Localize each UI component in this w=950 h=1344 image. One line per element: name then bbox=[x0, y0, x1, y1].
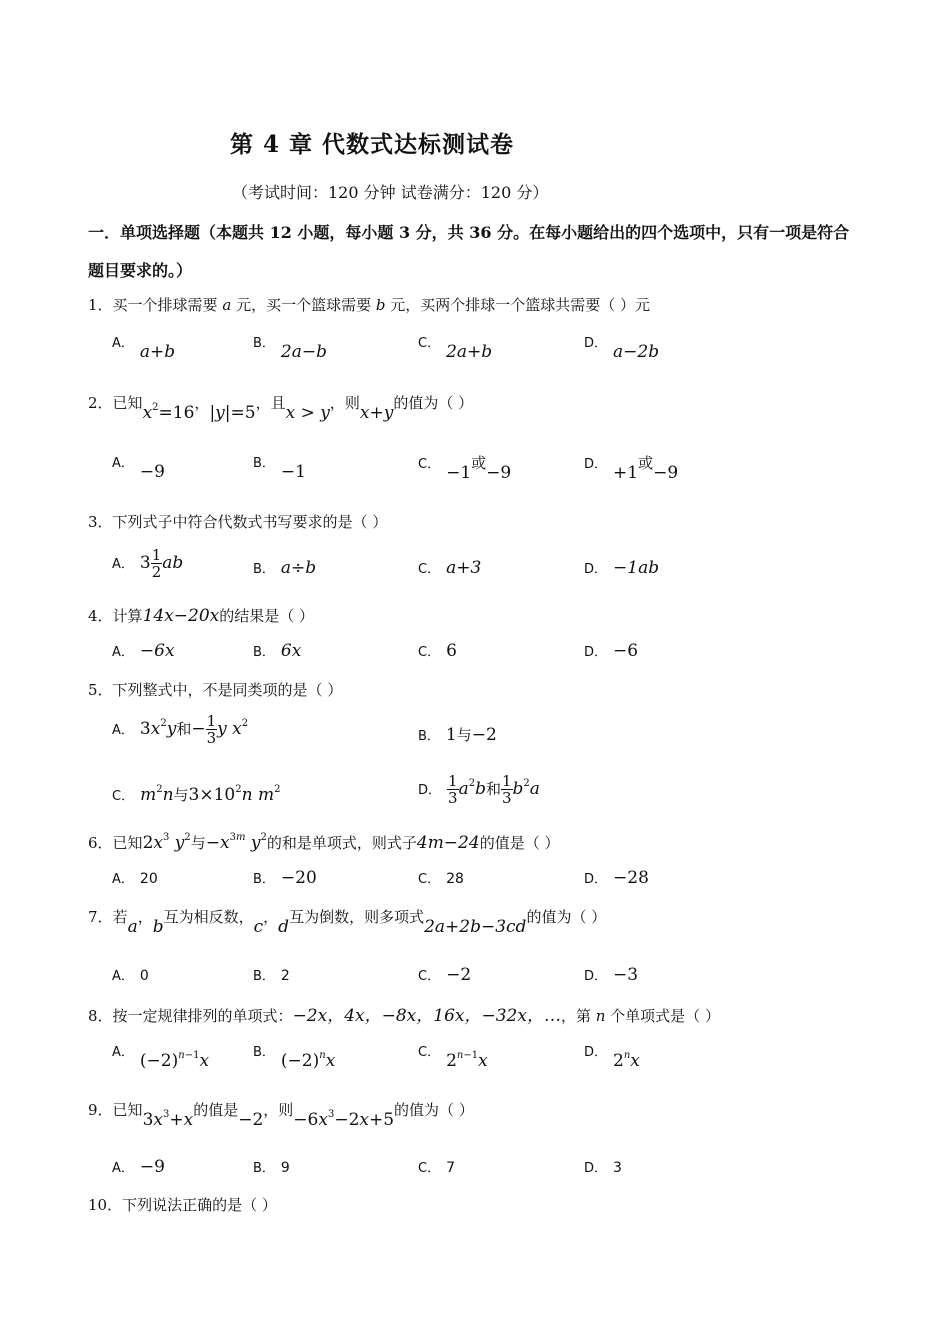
q8-option-d[interactable]: D． 2$^n$x bbox=[584, 1045, 640, 1071]
q9-option-c[interactable]: C． 7 bbox=[418, 1160, 455, 1176]
q8-option-c[interactable]: C． $2^{n-1}x$ bbox=[418, 1045, 488, 1071]
q2-expr: x+y bbox=[359, 403, 394, 423]
question-9: 9．已知$3x^3+x$的值是−2，则$-6x^3-2x+5$的值为（ ） bbox=[88, 1101, 474, 1130]
q3-option-b[interactable]: B． a÷b bbox=[253, 558, 317, 578]
q2-condition-x-gt-y: x > y bbox=[285, 403, 330, 423]
q9-option-b[interactable]: B． 9 bbox=[253, 1160, 290, 1176]
q7-option-c[interactable]: C． −2 bbox=[418, 965, 472, 985]
q2-condition-x2: $x^2=16$ bbox=[142, 402, 195, 423]
section-heading-line2: 题目要求的。） bbox=[88, 261, 193, 280]
q3-option-d[interactable]: D． −1ab bbox=[584, 558, 660, 578]
q1-option-b[interactable]: B． 2a−b bbox=[253, 336, 327, 362]
question-8: 8．按一定规律排列的单项式：−2x，4x，−8x，16x，−32x，…，第 n 个单项式是（ ） bbox=[88, 1006, 720, 1026]
question-5: 5．下列整式中，不是同类项的是（ ） bbox=[88, 681, 343, 699]
q6-option-c[interactable]: C． 28 bbox=[418, 871, 464, 887]
question-2: 2．已知$x^2=16$，|y|=5，且x > y，则x+y的值为（ ） bbox=[88, 394, 474, 423]
q5-option-c[interactable]: C． $m^2n$与$3\times 10^2n$ $m^2$ bbox=[112, 784, 281, 805]
q1-option-d[interactable]: D． a−2b bbox=[584, 336, 660, 362]
section-heading-line1: 一．单项选择题（本题共 12 小题，每小题 3 分，共 36 分。在每小题给出的四个选项中，只有一项是符合 bbox=[88, 223, 850, 242]
q2-option-d[interactable]: D． +1或−9 bbox=[584, 454, 679, 483]
q5-option-d[interactable]: D． $\frac{1}{3}$ $a^2b$和 $\frac{1}{3}$ $b^2a$ bbox=[418, 772, 540, 807]
q3-option-c[interactable]: C． a+3 bbox=[418, 558, 482, 578]
q6-option-a[interactable]: A． 20 bbox=[112, 871, 158, 887]
q4-option-c[interactable]: C． 6 bbox=[418, 641, 457, 661]
page-title: 第 4 章 代数式达标测试卷 bbox=[230, 131, 515, 158]
q7-option-d[interactable]: D． −3 bbox=[584, 965, 639, 985]
q5-option-a[interactable]: A． $3x^2y$和− $\frac{1}{3}$ y $x^2$ bbox=[112, 712, 249, 747]
q7-option-a[interactable]: A． 0 bbox=[112, 968, 149, 984]
q1-option-c[interactable]: C． 2a+b bbox=[418, 336, 493, 362]
q1-option-a[interactable]: A． a+b bbox=[112, 336, 176, 362]
q2-option-a[interactable]: A． −9 bbox=[112, 456, 165, 482]
question-6: 6．已知$2x^3$ $y^2$与$-x^{3m}$ $y^2$的和是单项式，则式子4m−24的值是（ ） bbox=[88, 832, 560, 853]
q4-option-b[interactable]: B． 6x bbox=[253, 641, 302, 661]
q9-option-d[interactable]: D． 3 bbox=[584, 1160, 622, 1176]
q3-option-a[interactable]: A． 3 $\frac{1}{2}$ ab bbox=[112, 546, 184, 581]
question-1: 1．买一个排球需要 a 元，买一个篮球需要 b 元，买两个排球一个篮球共需要（ ）元 bbox=[88, 296, 650, 314]
q4-option-d[interactable]: D． −6 bbox=[584, 641, 639, 661]
q9-option-a[interactable]: A． −9 bbox=[112, 1157, 165, 1177]
q8-option-a[interactable]: A． $(-2)^{n-1}x$ bbox=[112, 1045, 210, 1071]
q6-option-d[interactable]: D． −28 bbox=[584, 868, 649, 888]
q4-option-a[interactable]: A． −6x bbox=[112, 641, 175, 661]
q7-option-b[interactable]: B． 2 bbox=[253, 968, 290, 984]
q2-option-b[interactable]: B． −1 bbox=[253, 456, 306, 482]
q2-option-c[interactable]: C． −1或−9 bbox=[418, 454, 512, 483]
question-4: 4．计算14x−20x的结果是（ ） bbox=[88, 606, 315, 626]
question-10: 10．下列说法正确的是（ ） bbox=[88, 1196, 277, 1214]
q8-option-b[interactable]: B． $(-2)^nx$ bbox=[253, 1045, 336, 1071]
question-7: 7．若a，b互为相反数，c，d互为倒数，则多项式2a+2b−3cd的值为（ ） bbox=[88, 908, 607, 937]
q5-option-b[interactable]: B． 1与−2 bbox=[418, 725, 497, 745]
question-3: 3．下列式子中符合代数式书写要求的是（ ） bbox=[88, 513, 388, 531]
q6-option-b[interactable]: B． −20 bbox=[253, 868, 317, 888]
q2-condition-abs-y: |y|=5 bbox=[209, 403, 256, 423]
exam-info: （考试时间：120 分钟 试卷满分：120 分） bbox=[232, 183, 549, 202]
